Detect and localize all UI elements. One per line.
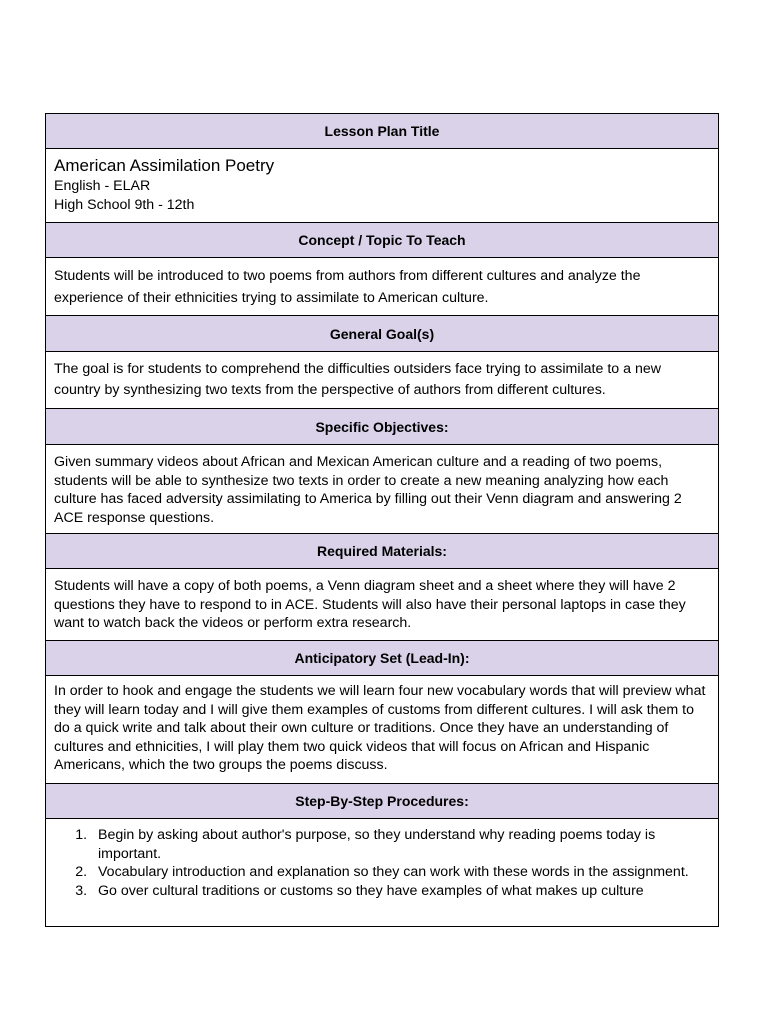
specific-objectives-body-row <box>46 445 719 534</box>
concept-body: Students will be introduced to two poems from authors from different cultures and analyze the experience of their ethnicities trying to assimilate to American culture. <box>54 268 641 306</box>
lesson-plan-title-body-row <box>46 149 719 223</box>
required-materials-heading: Required Materials: <box>317 543 447 559</box>
lesson-grade: High School 9th - 12th <box>54 196 195 213</box>
concept-body-row <box>46 258 719 316</box>
lesson-title: American Assimilation Poetry <box>54 156 275 175</box>
anticipatory-set-body: In order to hook and engage the students we will learn four new vocabulary words that will preview what they will learn today and I will give them examples of customs from different cultures. I will ask them to do a quick write and talk about their own culture or traditions. Once they have an understanding of cultures and ethnicities, I will play them two quick videos that will focus on African and Hispanic Americans, which the two groups the poems discuss. <box>54 683 706 773</box>
specific-objectives-header-row <box>46 409 719 445</box>
specific-objectives-heading: Specific Objectives: <box>315 418 449 435</box>
procedure-step: 2. Vocabulary introduction and explanation so they can work with these words in the assignment. <box>91 863 718 882</box>
specific-objectives-body: Given summary videos about African and Mexican American culture and a reading of two poems, students will be able to synthesize two texts in order to create a new meaning analyzing how each culture has faced adversity assimilating to America by filling out their Venn diagram and answering 2 ACE response questions. <box>54 454 682 526</box>
required-materials-body-row <box>46 569 719 641</box>
procedure-step: 1. Begin by asking about author's purpose, so they understand why reading poems today is important. <box>91 826 718 863</box>
lesson-plan-title-heading: Lesson Plan Title <box>324 123 440 139</box>
general-goals-header-row <box>46 316 719 352</box>
lesson-plan-table <box>45 113 719 927</box>
concept-header-row <box>46 223 719 258</box>
anticipatory-set-header-row <box>46 641 719 676</box>
required-materials-body: Students will have a copy of both poems, a Venn diagram sheet and a sheet where they will have 2 questions they have to respond to in ACE. Students will also have their personal laptops in case they want to watch back the videos or perform extra research. <box>54 578 686 631</box>
procedures-heading: Step-By-Step Procedures: <box>295 793 469 809</box>
procedures-list <box>46 819 718 900</box>
lesson-plan-title-header-row <box>46 114 719 149</box>
anticipatory-set-body-row <box>46 676 719 784</box>
general-goals-body: The goal is for students to comprehend the difficulties outsiders face trying to assimilate to a new country by synthesizing two texts from the perspective of authors from different cultures. <box>54 361 661 398</box>
general-goals-body-row <box>46 352 719 409</box>
procedure-step: 3. Go over cultural traditions or customs so they have examples of what makes up culture <box>91 882 718 901</box>
concept-heading: Concept / Topic To Teach <box>298 232 466 248</box>
procedures-header-row <box>46 784 719 819</box>
required-materials-header-row <box>46 534 719 569</box>
anticipatory-set-heading: Anticipatory Set (Lead-In): <box>294 650 470 666</box>
general-goals-heading: General Goal(s) <box>329 325 435 342</box>
lesson-subject: English - ELAR <box>54 178 151 194</box>
procedures-body-row <box>46 819 719 927</box>
